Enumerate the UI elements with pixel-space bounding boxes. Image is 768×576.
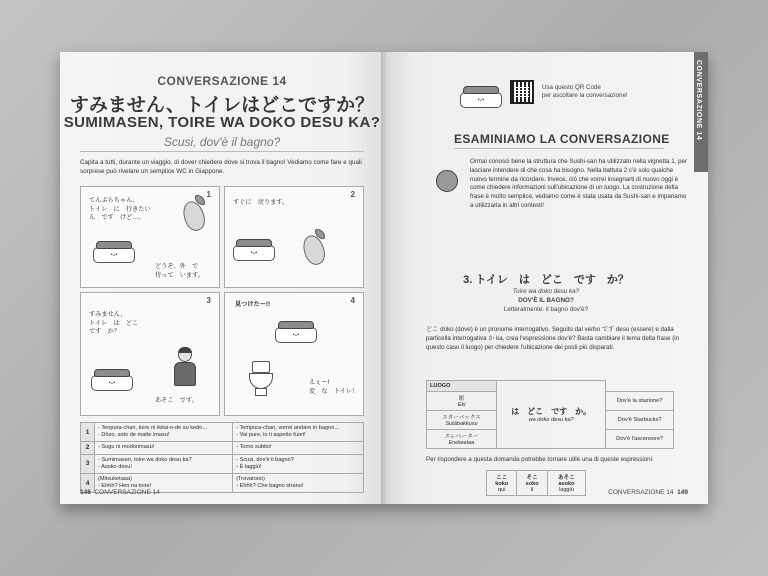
row-number: 2	[81, 442, 95, 454]
example-japanese: 3. トイレ は どこ です か？	[463, 274, 629, 286]
toilet-icon	[247, 361, 277, 397]
speech-line: 待って います。	[155, 271, 205, 279]
speech-line: えぇー!	[309, 379, 330, 386]
speech-bubble	[309, 379, 358, 396]
speech-line: トイレ に 行きたい	[89, 205, 151, 213]
footer-label: CONVERSAZIONE 14	[608, 489, 674, 496]
left-footer	[80, 489, 160, 496]
footer-label: CONVERSAZIONE 14	[94, 489, 160, 496]
romaji-cell: - Sumimasen, toire wa doko desu ka? - Asoko desu!	[95, 454, 233, 473]
explanation-paragraph: Ormai conosci bene la struttura che Sushi-san ha utilizzato nella vignetta 1, per lasciare intendere di che cosa ha bisogno. Nella battuta 2 c'è solo qualche nuovo termine da ricordare. Invece, ciò che vorrei insegnarti di nuovo oggi è come chiedere informazioni sull'ubicazione di un luogo. La costruzione della frase è molto semplice, vediamo come è stata usata da Sushi-san e impariamo a utilizzarla in altri contesti!	[470, 158, 688, 209]
pattern-romaji: wa doko desu ka?	[528, 417, 574, 423]
row-number: 1	[81, 423, 95, 442]
qr-code-icon[interactable]	[510, 80, 534, 104]
place-cell: スターバックス Sutābakkusu	[427, 411, 497, 430]
question-pattern	[497, 381, 606, 449]
sushi-character-icon: •ᴗ•	[91, 367, 133, 391]
panel-number: 1	[206, 190, 211, 199]
example-literal: Letteralmente: il bagno dov'è?	[503, 306, 589, 313]
right-footer	[608, 489, 688, 496]
italian-title: Scusi, dov'è il bagno?	[163, 135, 281, 149]
table-row	[81, 423, 364, 442]
example-italian: DOV'È IL BAGNO?	[518, 297, 574, 304]
sushi-character-icon: •ᴗ•	[93, 239, 135, 263]
speech-line: てんぷらちゃん、	[89, 197, 139, 204]
table-row	[81, 442, 364, 454]
speech-line: すみません、	[89, 311, 127, 318]
comic-panel-3	[80, 292, 220, 416]
japanese-title: すみません、トイレはどこですか？	[69, 95, 375, 116]
speech-line: ん です けど…。	[89, 214, 145, 221]
answer-cell: そこ soko lì	[517, 471, 547, 496]
location-table	[426, 380, 674, 449]
row-number: 4	[81, 474, 95, 493]
side-tab-label: CONVERSAZIONE 14	[695, 60, 702, 141]
sushi-character-icon: •ᴗ•	[460, 84, 502, 108]
translation-cell: Dov'è la stazione?	[606, 392, 674, 411]
translation-cell: Dov'è Starbucks?	[606, 411, 674, 430]
italian-cell: - Tempura-chan, vorrei andare in bagno... - Vai pure, io ti aspetto fuori!	[233, 423, 364, 442]
speech-line: どうぞ、外 で	[155, 263, 199, 270]
row-number: 3	[81, 454, 95, 473]
tempura-shrimp-icon	[181, 195, 209, 233]
romaji-title: SUMIMASEN, TOIRE WA DOKO DESU KA?	[63, 114, 381, 131]
panel-number: 3	[206, 296, 211, 305]
person-icon	[173, 347, 197, 387]
place-cell: 駅 Eki	[427, 392, 497, 411]
qr-caption-line: Usa questo QR Code	[542, 84, 601, 91]
page-number: 149	[677, 489, 688, 496]
comic-panel-2	[224, 186, 364, 288]
panel-number: 2	[350, 190, 355, 199]
speech-line: トイレ は どこ	[89, 319, 139, 327]
dialogue-table	[80, 422, 364, 493]
tempura-shrimp-icon	[301, 229, 329, 267]
intro-paragraph: Capita a tutti, durante un viaggio, di dover chiedere dove si trova il bagno! Vediamo come fare e quali sorprese può rivelare un semplice WC in Giappone.	[80, 159, 362, 175]
teacher-avatar-icon	[436, 170, 458, 192]
place-cell: エレベーター Erebeetaa	[427, 430, 497, 449]
left-page	[60, 52, 384, 504]
italian-cell: (Trovatooo) - Ehhh? Che bagno strano!	[233, 474, 364, 493]
side-tab	[694, 52, 708, 172]
romaji-cell: - Sugu ni modorimasu!	[95, 442, 233, 454]
comic-panel-1	[80, 186, 220, 288]
section-heading: ESAMINIAMO LA CONVERSAZIONE	[454, 132, 670, 146]
luogo-header: LUOGO	[427, 381, 497, 392]
romaji-cell: - Tenpura-chan, toire ni ikitai-n-de su kedo... - Dōzo, soto de matte imasu!	[95, 423, 233, 442]
romaji-cell: (Mitsuketaaa) - Ehhh? Hen na toire!	[95, 474, 233, 493]
answers-table	[486, 470, 586, 496]
italian-cell: - Torno subito!	[233, 442, 364, 454]
speech-bubble	[89, 311, 138, 337]
comic-panel-4	[224, 292, 364, 416]
speech-bubble: 見つけたー!!	[235, 301, 271, 308]
right-page	[384, 52, 708, 504]
conversation-label: CONVERSAZIONE 14	[157, 74, 287, 88]
speech-line: です か？	[89, 328, 120, 335]
book-spine-shadow	[381, 52, 387, 504]
table-row	[81, 454, 364, 473]
pattern-japanese: は どこ です か。	[511, 407, 592, 416]
speech-bubble	[89, 197, 151, 223]
qr-caption-line: per ascoltare la conversazione!	[542, 92, 628, 99]
heading-divider	[454, 148, 664, 149]
speech-bubble: すぐに 戻ります。	[233, 199, 289, 206]
italian-cell: - Scusi, dov'è il bagno? - È laggiù!	[233, 454, 364, 473]
grammar-paragraph: どこ doko (dove) è un pronome interrogativo. Seguito dal verbo です desu (essere) e dalla particella interrogativa か ka, crea l'espressione dov'è? Basta cambiare il tema della frase (in questo caso il luogo) per chiedere l'ubicazione dei posti più disparati.	[426, 326, 680, 351]
answer-intro: Per rispondere a questa domanda potrebbe tornare utile una di queste espressioni:	[426, 456, 654, 463]
open-book	[60, 52, 708, 504]
title-divider	[80, 151, 364, 152]
page-number: 148	[80, 489, 91, 496]
answer-cell: あそこ asoko laggiù	[547, 471, 585, 496]
qr-caption	[542, 84, 628, 100]
speech-bubble	[155, 263, 204, 280]
panel-number: 4	[350, 296, 355, 305]
answer-cell: ここ koko qui	[487, 471, 517, 496]
speech-line: 変 な トイレ！	[309, 387, 359, 395]
sushi-character-icon: •ᴗ•	[233, 237, 275, 261]
speech-bubble: あそこ です。	[155, 397, 198, 404]
translation-cell: Dov'è l'ascensore?	[606, 430, 674, 449]
example-romaji: Toire wa doko desu ka?	[512, 288, 580, 295]
sushi-character-icon: •ᴗ•	[275, 319, 317, 343]
